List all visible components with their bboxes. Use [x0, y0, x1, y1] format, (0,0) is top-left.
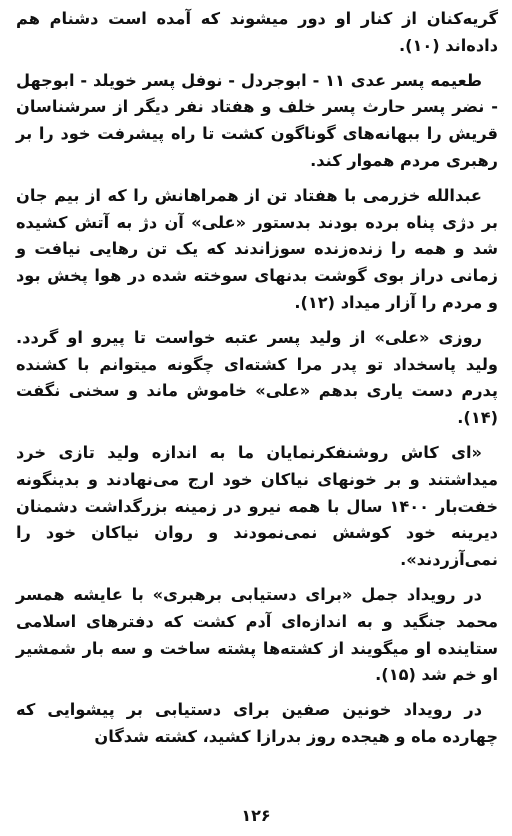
paragraph-1: گریه‌کنان از کنار او دور میشوند که آمده است دشنام هم داده‌اند (۱۰).	[16, 9, 498, 55]
book-page	[16, 6, 498, 818]
paragraph-4: روزی «علی» از ولید پسر عتبه خواست تا پیرو او گردد. ولید پاسخداد تو پدر مرا کشته‌ای چگونه میتوانم با کشنده پدرم دست یاری بدهم «علی» خاموش ماند و سخنی نگفت (۱۴).	[16, 327, 498, 428]
page-number: ۱۲۶	[241, 806, 271, 825]
paragraph-2: طعیمه پسر عدی ۱۱ - ابوجردل - نوفل پسر خویلد - ابوجهل - نضر پسر حارث پسر خلف و هفتاد نفر دیگر از سرشناسان قریش را ببهانه‌های گوناگون کشت تا راه پیشرفت خود را بر رهبری مردم هموار کند.	[16, 70, 498, 170]
paragraph-7: در رویداد خونین صفین برای دستیابی بر پیشوایی که چهارده ماه و هیجده روز بدرازا کشید، کشته شدگان	[16, 700, 498, 746]
paragraph-5: «ای کاش روشنفکرنمایان ما به اندازه ولید تازی خرد میداشتند و بر خونهای نیاکان خود ارج می‌نهادند و بدینگونه خفت‌بار ۱۴۰۰ سال با همه نیرو در زمینه بزرگداشت دشمنان دیرینه خود کوشش نمی‌نمودند و روان نیاکان خود را نمی‌آزردند».	[16, 442, 498, 570]
paragraph-3: عبدالله خزرمی با هفتاد تن از همراهانش را که از بیم جان بر دژی پناه برده بودند بدستور «علی» آن دژ به آتش کشیده شد و همه را زنده‌زنده سوزاندند که یک تن رهایی نیافت و زمانی دراز بوی گوشت بدنهای سوخته شده در هوا پخش بود و مردم را آزار میداد (۱۲).	[16, 185, 498, 312]
paragraph-6: در رویداد جمل «برای دستیابی برهبری» با عایشه همسر محمد جنگید و به اندازه‌ای آدم کشت که دفترهای اسلامی ستاینده او میگویند از کشته‌ها پشته ساخت و سه بار شمشیر او خم شد (۱۵).	[16, 584, 498, 685]
